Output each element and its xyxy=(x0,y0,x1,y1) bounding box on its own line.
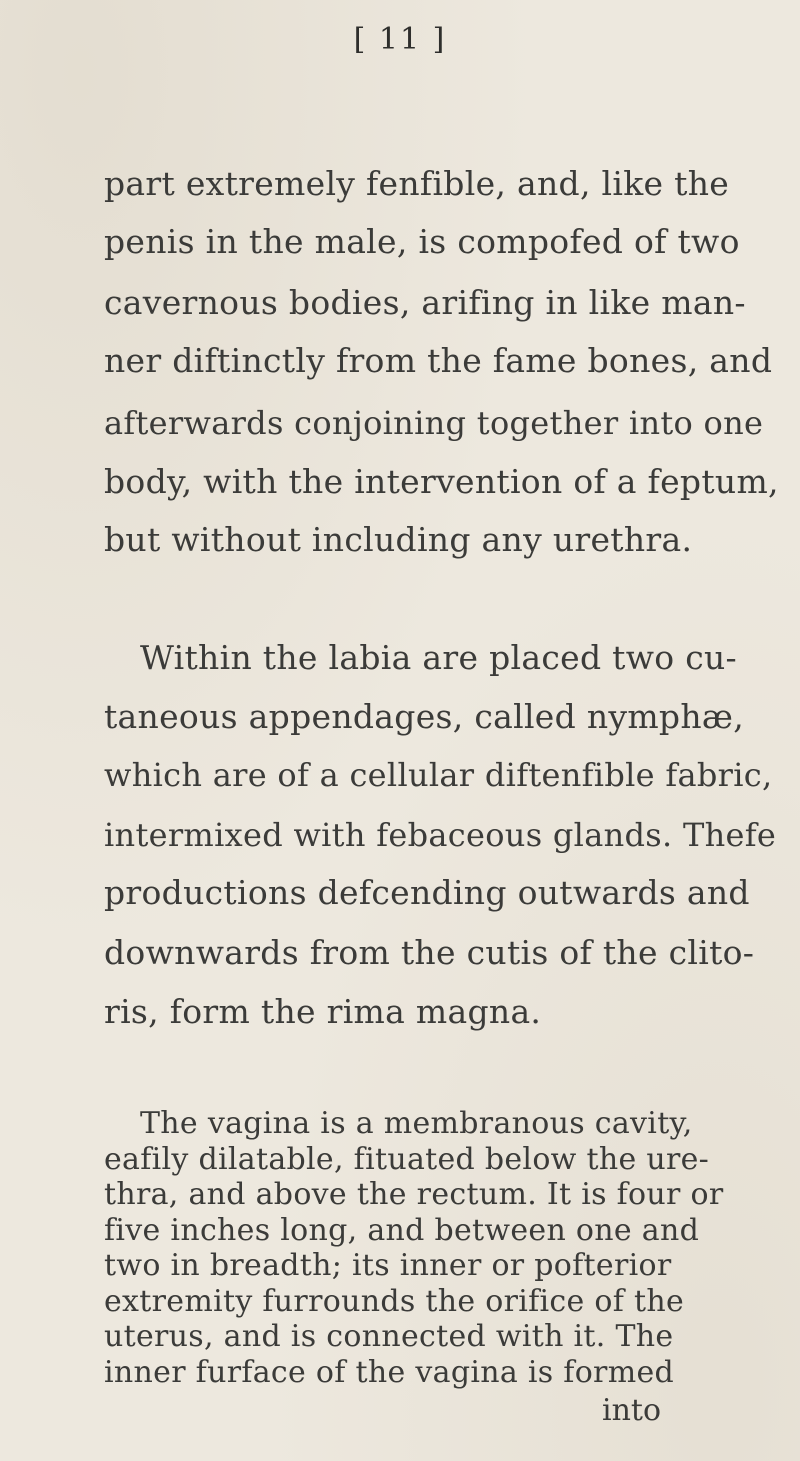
text-line: extremity furrounds the orifice of the xyxy=(104,1283,685,1319)
text-line: Within the labia are placed two cu- xyxy=(140,638,738,677)
text-line: taneous appendages, called nymphæ, xyxy=(104,697,745,736)
text-line: uterus, and is connected with it. The xyxy=(104,1319,674,1354)
text-line: intermixed with febaceous glands. Thefe xyxy=(104,816,777,854)
text-line: ris, form the rima magna. xyxy=(104,992,542,1031)
text-line: body, with the intervention of a feptum, xyxy=(104,462,779,501)
page-number-header: [ 11 ] xyxy=(353,22,447,57)
text-line: cavernous bodies, arifing in like man- xyxy=(104,283,746,322)
text-line: downwards from the cutis of the clito- xyxy=(104,933,755,972)
text-line: which are of a cellular diftenfible fabric, xyxy=(104,756,773,794)
text-line: productions defcending outwards and xyxy=(104,873,750,912)
text-line: The vagina is a membranous cavity, xyxy=(140,1106,693,1141)
text-line: inner furface of the vagina is formed xyxy=(104,1354,674,1390)
text-line: but without including any urethra. xyxy=(104,520,693,559)
text-line: penis in the male, is compofed of two xyxy=(104,222,740,261)
text-line: thra, and above the rectum. It is four or xyxy=(104,1177,724,1212)
catchword: into xyxy=(602,1393,662,1428)
text-line: two in breadth; its inner or pofterior xyxy=(104,1248,672,1283)
text-line: ner diftinctly from the fame bones, and xyxy=(104,341,773,380)
text-line: eafily dilatable, fituated below the ure- xyxy=(104,1141,710,1177)
text-line: five inches long, and between one and xyxy=(104,1212,700,1248)
text-line: part extremely fenfible, and, like the xyxy=(104,164,730,203)
text-line: afterwards conjoining together into one xyxy=(104,404,764,442)
